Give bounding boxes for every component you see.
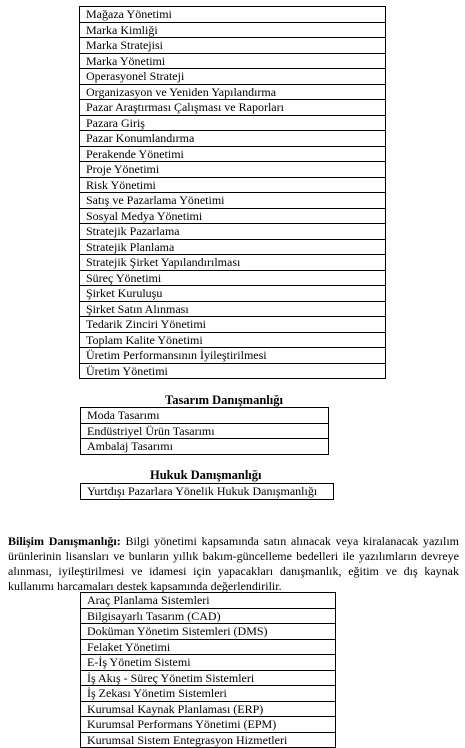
table-cell: Üretim Yönetimi: [80, 363, 386, 379]
table-cell: Toplam Kalite Yönetimi: [80, 332, 386, 348]
table-row: [80, 115, 386, 131]
management-consulting-table: [79, 6, 386, 379]
table-cell: Risk Yönetimi: [80, 177, 386, 193]
table-cell: Satış ve Pazarlama Yönetimi: [80, 193, 386, 209]
table-row: [80, 224, 386, 240]
table-cell: Kurumsal Performans Yönetimi (EPM): [81, 717, 336, 733]
table-row: [80, 7, 386, 23]
table-cell: Şirket Kuruluşu: [80, 286, 386, 302]
it-consulting-label: Bilişim Danışmanlığı:: [8, 534, 121, 548]
table-cell: Pazar Araştırması Çalışması ve Raporları: [80, 100, 386, 116]
table-cell: Operasyonel Strateji: [80, 69, 386, 85]
it-consulting-paragraph: [8, 534, 459, 594]
table-cell: Doküman Yönetim Sistemleri (DMS): [81, 624, 336, 640]
table-row: [80, 69, 386, 85]
table-cell: Üretim Performansının İyileştirilmesi: [80, 348, 386, 364]
table-row: [81, 670, 336, 686]
legal-consulting-table: [80, 483, 334, 500]
table-cell: Pazar Konumlandırma: [80, 131, 386, 147]
table-row: [81, 624, 336, 640]
table-cell: Mağaza Yönetimi: [80, 7, 386, 23]
table-cell: Süreç Yönetimi: [80, 270, 386, 286]
table-row: [80, 162, 386, 178]
table-row: [81, 717, 336, 733]
table-cell: Kurumsal Kaynak Planlaması (ERP): [81, 701, 336, 717]
table-row: [81, 701, 336, 717]
table-row: [81, 408, 329, 424]
table-cell: Tedarik Zinciri Yönetimi: [80, 317, 386, 333]
table-cell: Marka Kimliği: [80, 22, 386, 38]
table-row: [80, 255, 386, 271]
table-cell: Proje Yönetimi: [80, 162, 386, 178]
table-cell: Pazara Giriş: [80, 115, 386, 131]
table-row: [80, 177, 386, 193]
table-row: [80, 22, 386, 38]
table-cell: Endüstriyel Ürün Tasarımı: [81, 423, 329, 439]
table-row: [80, 208, 386, 224]
it-consulting-text: Bilgi yönetimi kapsamında satın alınacak veya kiralanacak yazılım ürünlerinin lisansları ve bunların yıllık bakım-güncelleme bedelleri ile yazılımların devreye alınması, iyileştirilmesi ve idamesi için yapacakları danışmanlık, eğitim ve dış kaynak kullanımı harcamaları destek kapsamında değerlendirilir.: [8, 534, 459, 593]
table-row: [81, 484, 334, 500]
table-cell: Stratejik Pazarlama: [80, 224, 386, 240]
table-cell: Sosyal Medya Yönetimi: [80, 208, 386, 224]
table-cell: Ambalaj Tasarımı: [81, 439, 329, 455]
table-cell: İş Zekası Yönetim Sistemleri: [81, 686, 336, 702]
design-consulting-heading: Tasarım Danışmanlığı: [165, 393, 283, 407]
table-row: [80, 53, 386, 69]
table-row: [81, 423, 329, 439]
table-row: [81, 686, 336, 702]
table-row: [80, 332, 386, 348]
it-consulting-table: [80, 592, 336, 748]
table-row: [80, 301, 386, 317]
table-row: [80, 100, 386, 116]
table-cell: Felaket Yönetimi: [81, 639, 336, 655]
table-cell: Stratejik Planlama: [80, 239, 386, 255]
design-consulting-table: [80, 407, 329, 455]
table-cell: Marka Yönetimi: [80, 53, 386, 69]
table-row: [80, 193, 386, 209]
table-cell: Moda Tasarımı: [81, 408, 329, 424]
table-row: [80, 84, 386, 100]
table-row: [81, 593, 336, 609]
table-row: [80, 317, 386, 333]
table-cell: Organizasyon ve Yeniden Yapılandırma: [80, 84, 386, 100]
table-cell: Marka Stratejisi: [80, 38, 386, 54]
table-row: [81, 655, 336, 671]
table-cell: Şirket Satın Alınması: [80, 301, 386, 317]
table-row: [80, 363, 386, 379]
table-row: [80, 270, 386, 286]
table-row: [80, 38, 386, 54]
table-cell: E-İş Yönetim Sistemi: [81, 655, 336, 671]
table-row: [80, 286, 386, 302]
table-cell: İş Akış - Süreç Yönetim Sistemleri: [81, 670, 336, 686]
table-cell: Bilgisayarlı Tasarım (CAD): [81, 608, 336, 624]
table-cell: Kurumsal Sistem Entegrasyon Hizmetleri: [81, 732, 336, 748]
table-row: [81, 732, 336, 748]
table-cell: Yurtdışı Pazarlara Yönelik Hukuk Danışmanlığı: [81, 484, 334, 500]
legal-consulting-heading: Hukuk Danışmanlığı: [150, 468, 262, 482]
table-row: [80, 239, 386, 255]
table-row: [80, 146, 386, 162]
table-row: [81, 439, 329, 455]
table-row: [81, 608, 336, 624]
table-cell: Stratejik Şirket Yapılandırılması: [80, 255, 386, 271]
table-cell: Araç Planlama Sistemleri: [81, 593, 336, 609]
table-row: [80, 131, 386, 147]
table-cell: Perakende Yönetimi: [80, 146, 386, 162]
table-row: [80, 348, 386, 364]
table-row: [81, 639, 336, 655]
